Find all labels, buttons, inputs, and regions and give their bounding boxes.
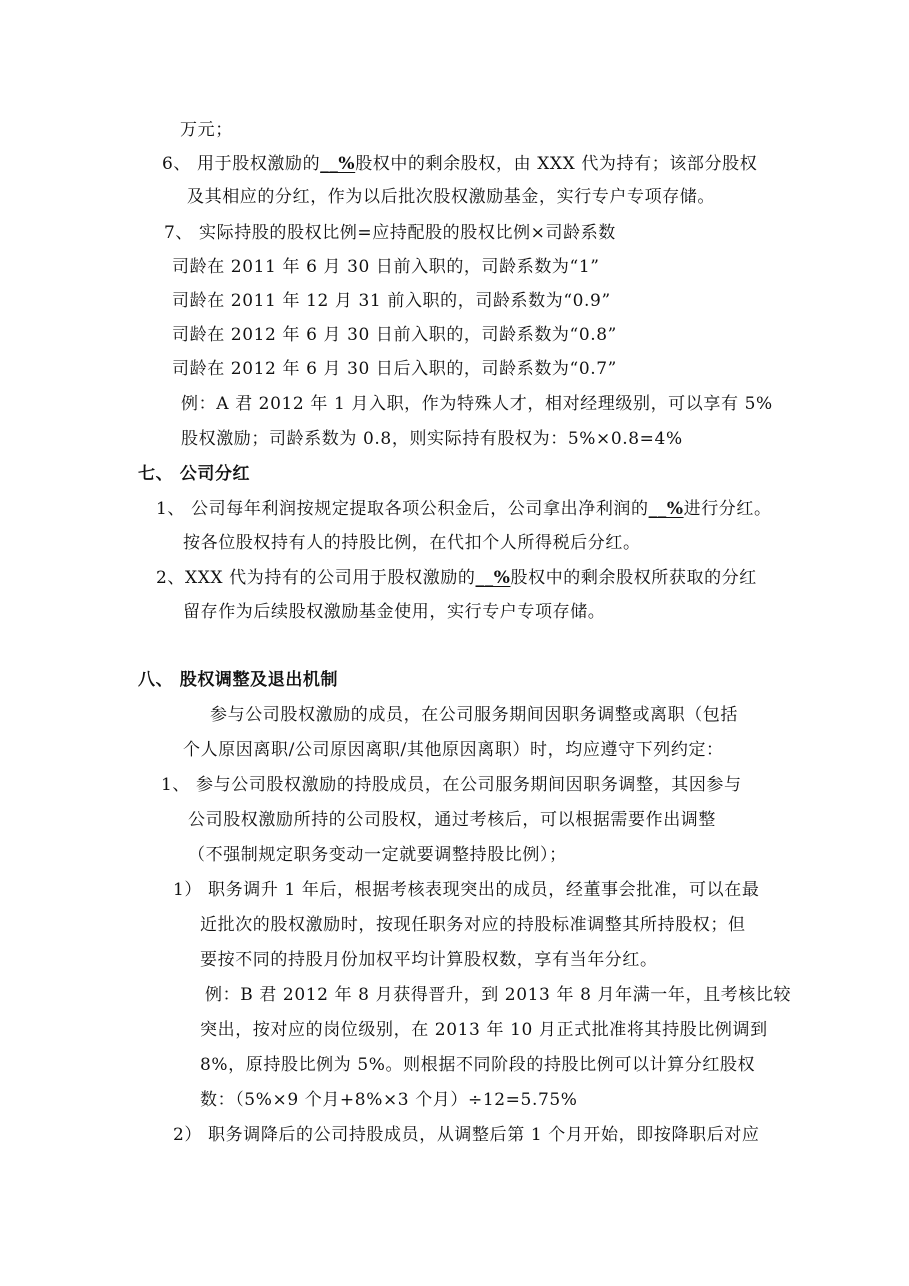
line-text: 参与公司股权激励的成员，在公司服务期间因职务调整或离职（包括 — [210, 705, 738, 725]
text-line — [183, 738, 724, 762]
example-line — [200, 1053, 755, 1077]
line-text: 突出，按对应的岗位级别，在 2013 年 10 月正式批准将其持股比例调到 — [200, 1020, 768, 1040]
text-line — [172, 357, 617, 381]
example-line — [181, 427, 683, 451]
line-text: 近批次的股权激励时，按现任职务对应的持股标准调整其所持股权；但 — [200, 915, 746, 935]
line-text: 按各位股权持有人的持股比例，在代扣个人所得税后分红。 — [183, 533, 641, 553]
line-text: 个人原因离职/公司原因离职/其他原因离职）时，均应遵守下列约定： — [183, 740, 724, 760]
heading-text: 八、 股权调整及退出机制 — [138, 670, 339, 690]
list-item — [161, 773, 742, 797]
heading-text: 七、 公司分红 — [138, 464, 251, 484]
line-text: 6、 用于股权激励的 — [162, 154, 321, 174]
blank-field: __% — [320, 154, 356, 174]
section-heading — [138, 668, 338, 692]
line-text: 1、 参与公司股权激励的持股成员，在公司服务期间因职务调整，其因参与 — [161, 775, 742, 795]
line-text: 司龄在 2011 年 12 月 31 前入职的，司龄系数为“0.9” — [172, 291, 611, 311]
line-text: 例：A 君 2012 年 1 月入职，作为特殊人才，相对经理级别，可以享有 5% — [181, 394, 773, 414]
line-text: 股权中的剩余股权所获取的分红 — [510, 568, 757, 588]
line-text: 1） 职务调升 1 年后，根据考核表现突出的成员，经董事会批准，可以在最 — [173, 880, 760, 900]
example-line — [200, 1018, 768, 1042]
line-text: 股权中的剩余股权，由 XXX 代为持有；该部分股权 — [355, 154, 758, 174]
list-item — [162, 152, 757, 176]
example-line — [205, 983, 791, 1007]
blank-field: __% — [648, 499, 684, 519]
line-text: 要按不同的持股月份加权平均计算股权数，享有当年分红。 — [200, 950, 658, 970]
line-text: 股权激励；司龄系数为 0.8，则实际持有股权为：5%×0.8=4% — [181, 429, 683, 449]
line-text: 数：（5%×9 个月+8%×3 个月）÷12=5.75% — [200, 1090, 578, 1110]
list-item — [156, 566, 757, 590]
text-line — [183, 600, 605, 624]
text-line — [188, 808, 716, 832]
text-line — [172, 255, 600, 279]
line-text: 及其相应的分红，作为以后批次股权激励基金，实行专户专项存储。 — [187, 187, 715, 207]
text-line — [188, 843, 567, 867]
text-line — [200, 948, 658, 972]
list-item — [173, 878, 759, 902]
line-text: 万元； — [180, 120, 233, 140]
line-text: 司龄在 2012 年 6 月 30 日前入职的，司龄系数为“0.8” — [172, 325, 617, 345]
line-text: 7、 实际持股的股权比例=应持配股的股权比例×司龄系数 — [164, 223, 616, 243]
line-text: （不强制规定职务变动一定就要调整持股比例）； — [188, 845, 567, 865]
example-line — [200, 1088, 578, 1112]
text-line — [210, 703, 738, 727]
section-heading — [138, 462, 250, 486]
text-line — [187, 185, 715, 209]
line-text: 2） 职务调降后的公司持股成员，从调整后第 1 个月开始，即按降职后对应 — [173, 1125, 760, 1145]
line-text: 司龄在 2012 年 6 月 30 日后入职的，司龄系数为“0.7” — [172, 359, 617, 379]
line-text: 公司股权激励所持的公司股权，通过考核后，可以根据需要作出调整 — [188, 810, 716, 830]
line-text: 1、 公司每年利润按规定提取各项公积金后，公司拿出净利润的 — [156, 499, 649, 519]
list-item — [156, 497, 772, 521]
line-text: 8%，原持股比例为 5%。则根据不同阶段的持股比例可以计算分红股权 — [200, 1055, 756, 1075]
list-item — [173, 1123, 759, 1147]
text-line — [172, 289, 611, 313]
text-line — [183, 531, 641, 555]
text-line — [172, 323, 617, 347]
line-text: 司龄在 2011 年 6 月 30 日前入职的，司龄系数为“1” — [172, 257, 600, 277]
line-text: 2、XXX 代为持有的公司用于股权激励的 — [156, 568, 476, 588]
example-line — [181, 392, 773, 416]
blank-field: __% — [475, 568, 511, 588]
line-text: 进行分红。 — [683, 499, 772, 519]
text-line — [200, 913, 746, 937]
list-item — [164, 221, 616, 245]
line-text: 留存作为后续股权激励基金使用，实行专户专项存储。 — [183, 602, 606, 622]
line-text: 例：B 君 2012 年 8 月获得晋升，到 2013 年 8 月年满一年，且考核比较 — [205, 985, 792, 1005]
text-line — [180, 118, 233, 142]
